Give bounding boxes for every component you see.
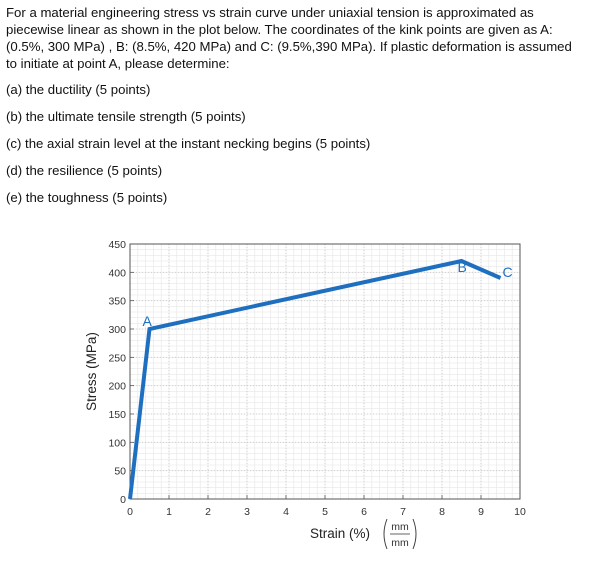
y-tick-label: 200: [108, 380, 126, 393]
unit-numerator: mm: [391, 521, 409, 533]
unit-paren-left: [384, 519, 387, 549]
point-label-a: A: [142, 313, 152, 329]
x-tick-label: 8: [439, 506, 445, 518]
point-label-b: B: [457, 259, 467, 275]
x-tick-label: 7: [400, 506, 406, 518]
y-tick-label: 250: [108, 352, 126, 365]
question-b: (b) the ultimate tensile strength (5 points): [6, 109, 246, 124]
question-c: (c) the axial strain level at the instant necking begins (5 points): [6, 136, 371, 151]
stress-strain-chart: [0, 230, 593, 561]
x-tick-label: 3: [244, 506, 250, 518]
y-tick-label: 300: [108, 324, 126, 336]
y-axis-label: Stress (MPa): [84, 332, 99, 411]
question-a: (a) the ductility (5 points): [6, 82, 151, 97]
x-axis-label: Strain (%): [309, 526, 371, 541]
question-e: (e) the toughness (5 points): [6, 190, 168, 205]
unit-denominator: mm: [391, 537, 409, 549]
x-tick-label: 9: [478, 506, 484, 518]
chart-grid: [130, 244, 520, 499]
y-tick-label: 450: [108, 239, 126, 251]
y-tick-label: 400: [108, 267, 126, 280]
point-label-c: C: [502, 264, 513, 280]
problem-text: [6, 4, 586, 216]
x-axis-unit: [384, 519, 416, 549]
x-tick-label: 1: [166, 506, 172, 518]
unit-paren-right: [413, 519, 416, 549]
question-d: (d) the resilience (5 points): [6, 163, 163, 178]
x-tick-label: 2: [205, 506, 211, 518]
x-tick-label: 10: [514, 506, 526, 518]
x-tick-label: 4: [283, 506, 289, 518]
x-tick-label: 5: [322, 506, 328, 518]
y-tick-label: 100: [108, 437, 126, 450]
y-tick-label: 0: [120, 494, 126, 506]
y-tick-label: 50: [114, 465, 126, 478]
problem-intro: For a material engineering stress vs strain curve under uniaxial tension is approximated as piecewise linear as shown in the plot below. The coordinates of the kink points are given as A: (0.5%, 300 MPa) , B: (8.5%, 420 MPa) and C: (9.5%,390 MPa). If plastic deformation is assumed to initiate at point A, please determine:: [6, 5, 572, 71]
x-tick-label: 6: [361, 506, 367, 518]
y-tick-label: 150: [108, 409, 126, 421]
x-tick-label: 0: [127, 506, 133, 518]
y-tick-label: 350: [108, 295, 126, 308]
